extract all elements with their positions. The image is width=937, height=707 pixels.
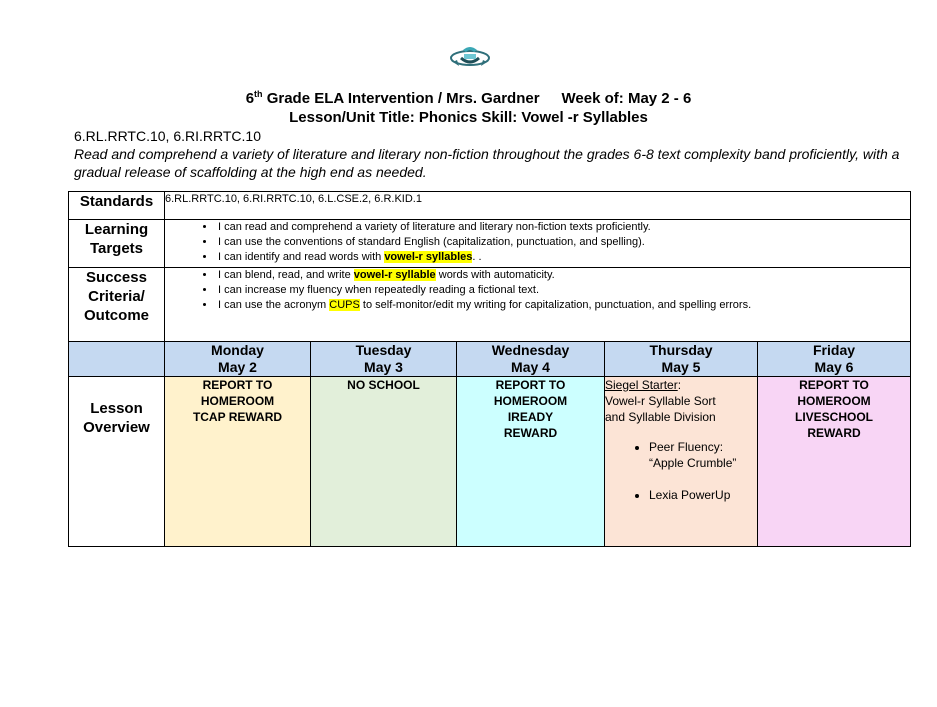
list-item: • Peer Fluency: “Apple Crumble” [649, 439, 757, 471]
lesson-tuesday: NO SCHOOL [311, 377, 457, 547]
list-item: • I can use the conventions of standard English (capitalization, punctuation, and spelling). [216, 235, 910, 250]
unit-title: Lesson/Unit Title: Phonics Skill: Vowel -r Syllables [289, 109, 648, 126]
list-item: • I can blend, read, and write vowel-r syllable words with automaticity. [216, 268, 910, 283]
standards-text: 6.RL.RRTC.10, 6.RI.RRTC.10, 6.L.CSE.2, 6.R.KID.1 [165, 192, 911, 220]
overview-label: Lesson Overview [69, 377, 165, 547]
lesson-plan-table [68, 191, 911, 547]
lesson-wednesday: REPORT TO HOMEROOM IREADY REWARD [457, 377, 605, 547]
thursday-list [605, 439, 757, 503]
lesson-thursday: Siegel Starter: Vowel-r Syllable Sort and Syllable Division • Peer Fluency: “Apple Crumble” • Lexia PowerUp [605, 377, 758, 547]
school-logo-icon [449, 44, 491, 70]
grade-suffix: th [254, 89, 263, 99]
day-header-blank [69, 342, 165, 377]
lesson-overview-row [69, 377, 911, 547]
list-item: • Lexia PowerUp [649, 487, 757, 503]
siegel-starter: Siegel Starter: [605, 378, 682, 392]
list-item: • I can increase my fluency when repeatedly reading a fictional text. [216, 283, 910, 298]
lesson-friday: REPORT TO HOMEROOM LIVESCHOOL REWARD [758, 377, 911, 547]
standards-row [69, 192, 911, 220]
success-label: Success Criteria/ Outcome [69, 268, 165, 342]
day-header-friday: Friday May 6 [758, 342, 911, 377]
list-item: • I can identify and read words with vowel-r syllables. . [216, 250, 910, 265]
grade-number: 6 [245, 90, 255, 107]
targets-cell [165, 220, 911, 268]
day-header-row [69, 342, 911, 377]
success-cell [165, 268, 911, 342]
day-header-monday: Monday May 2 [165, 342, 311, 377]
day-header-tuesday: Tuesday May 3 [311, 342, 457, 377]
standards-codes: 6.RL.RRTC.10, 6.RI.RRTC.10 [74, 128, 261, 144]
page-title [0, 90, 937, 108]
week-of: Week of: May 2 - 6 [561, 90, 692, 107]
list-item: • I can use the acronym CUPS to self-monitor/edit my writing for capitalization, punctuation, and spelling errors. [216, 298, 910, 313]
targets-label: Learning Targets [69, 220, 165, 268]
course-teacher: Grade ELA Intervention / Mrs. Gardner [262, 90, 540, 107]
success-list [165, 268, 910, 313]
day-header-thursday: Thursday May 5 [605, 342, 758, 377]
success-row [69, 268, 911, 342]
standards-label: Standards [69, 192, 165, 220]
targets-row [69, 220, 911, 268]
day-header-wednesday: Wednesday May 4 [457, 342, 605, 377]
list-item: • I can read and comprehend a variety of literature and literary non-fiction texts proficiently. [216, 220, 910, 235]
targets-list [165, 220, 910, 265]
standard-description: Read and comprehend a variety of literature and literary non-fiction throughout the grades 6-8 text complexity band proficiently, with a gradual release of scaffolding at the high end as needed. [74, 146, 900, 180]
lesson-monday: REPORT TO HOMEROOM TCAP REWARD [165, 377, 311, 547]
